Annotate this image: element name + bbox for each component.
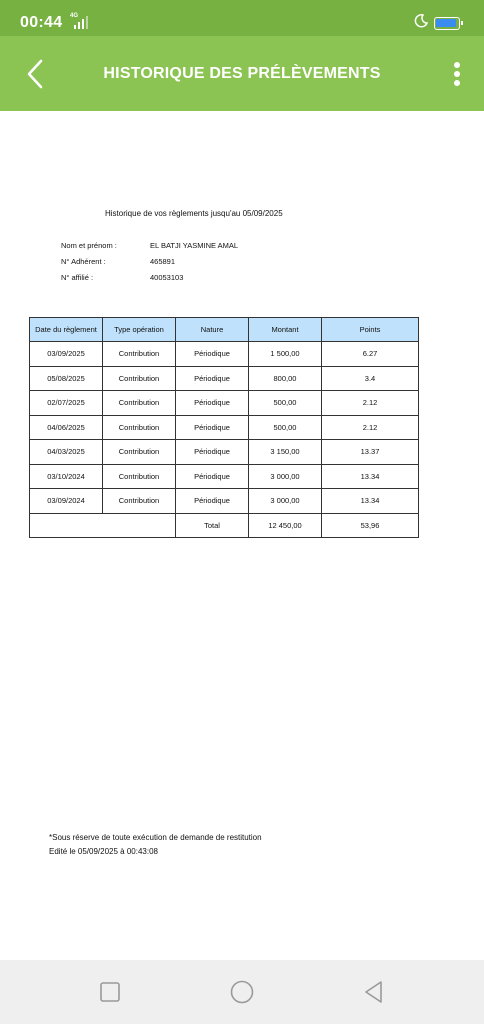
table-cell: Contribution [103, 342, 176, 367]
info-value: 465891 [150, 257, 176, 266]
more-vert-icon[interactable] [452, 62, 462, 88]
system-nav-bar [0, 960, 484, 1024]
table-row [30, 415, 419, 440]
document-heading: Historique de vos règlements jusqu'au 05/09/2025 [105, 209, 283, 218]
table-cell: 500,00 [249, 415, 322, 440]
column-header: Montant [249, 318, 322, 342]
table-cell: 03/09/2025 [30, 342, 103, 367]
app-bar [0, 36, 484, 111]
table-row [30, 342, 419, 367]
table-row [30, 366, 419, 391]
table-cell: 1 500,00 [249, 342, 322, 367]
table-cell: 2.12 [322, 391, 419, 416]
table-cell: Contribution [103, 366, 176, 391]
info-label: N° affilié : [61, 273, 94, 282]
table-cell: 13.37 [322, 440, 419, 465]
table-cell: 04/06/2025 [30, 415, 103, 440]
page-title: HISTORIQUE DES PRÉLÈVEMENTS [103, 65, 381, 82]
table-cell: 3.4 [322, 366, 419, 391]
column-header: Nature [176, 318, 249, 342]
status-time: 00:44 [20, 14, 63, 31]
table-cell: Périodique [176, 464, 249, 489]
table-row [30, 464, 419, 489]
table-cell: 13.34 [322, 464, 419, 489]
info-label: Nom et prénom : [61, 241, 117, 250]
table-cell: 03/09/2024 [30, 489, 103, 514]
total-montant: 12 450,00 [249, 513, 322, 538]
document-view[interactable] [0, 111, 484, 960]
battery-icon [434, 17, 460, 30]
table-cell: 04/03/2025 [30, 440, 103, 465]
table-cell: 13.34 [322, 489, 419, 514]
table-row [30, 489, 419, 514]
table-cell: Contribution [103, 489, 176, 514]
table-cell: 500,00 [249, 391, 322, 416]
info-value: EL BATJI YASMINE AMAL [150, 241, 239, 250]
total-label: Total [176, 513, 249, 538]
table-cell: 05/08/2025 [30, 366, 103, 391]
table-cell: Périodique [176, 342, 249, 367]
table-cell: 3 000,00 [249, 464, 322, 489]
table-cell: Contribution [103, 440, 176, 465]
signal-icon [68, 13, 88, 29]
table-header-row [30, 318, 419, 342]
footnote: *Sous réserve de toute exécution de demande de restitution [49, 833, 262, 842]
table-cell: Périodique [176, 489, 249, 514]
table-cell: 6.27 [322, 342, 419, 367]
table-cell-empty [30, 513, 176, 538]
table-cell: 800,00 [249, 366, 322, 391]
table-cell: Périodique [176, 415, 249, 440]
info-label: N° Adhérent : [61, 257, 106, 266]
network-type: 4G [70, 13, 79, 19]
table-total-row [30, 513, 419, 538]
column-header: Points [322, 318, 419, 342]
table-cell: Périodique [176, 391, 249, 416]
status-bar [0, 0, 484, 36]
table-cell: 03/10/2024 [30, 464, 103, 489]
table-cell: Contribution [103, 391, 176, 416]
table-cell: Contribution [103, 415, 176, 440]
table-cell: Périodique [176, 440, 249, 465]
edited-timestamp: Edité le 05/09/2025 à 00:43:08 [49, 847, 158, 856]
column-header: Date du règlement [30, 318, 103, 342]
back-triangle-icon[interactable] [362, 980, 386, 1004]
table-cell: Contribution [103, 464, 176, 489]
table-cell: 02/07/2025 [30, 391, 103, 416]
table-cell: 3 000,00 [249, 489, 322, 514]
table-cell: Périodique [176, 366, 249, 391]
table-cell: 2.12 [322, 415, 419, 440]
payments-table [29, 317, 419, 538]
info-value: 40053103 [150, 273, 184, 282]
recent-apps-icon[interactable] [98, 980, 122, 1004]
table-row [30, 391, 419, 416]
moon-icon [414, 14, 428, 28]
home-icon[interactable] [230, 980, 254, 1004]
table-row [30, 440, 419, 465]
total-points: 53,96 [322, 513, 419, 538]
table-cell: 3 150,00 [249, 440, 322, 465]
column-header: Type opération [103, 318, 176, 342]
